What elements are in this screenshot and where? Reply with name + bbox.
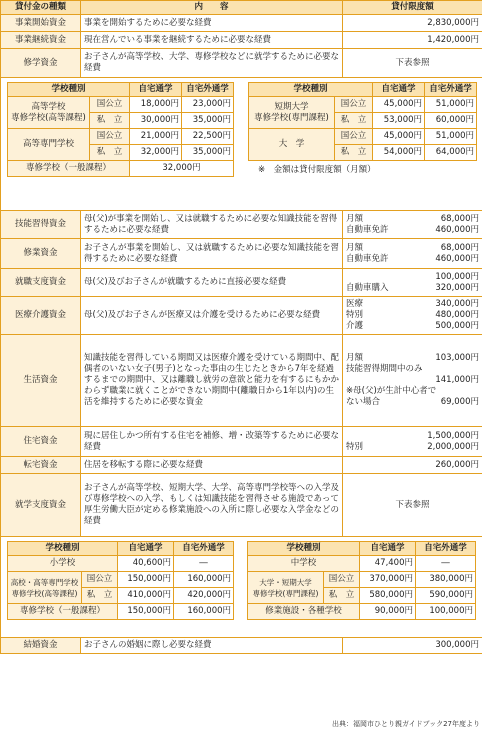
row-limit <box>343 297 482 335</box>
school-kind: 国公立 <box>335 129 373 145</box>
limit-label: 自動車免許 <box>346 224 389 235</box>
limit-line <box>346 299 479 310</box>
limit-value: 68,000円 <box>440 213 479 224</box>
amount-away: 23,000円 <box>182 97 234 113</box>
col-home: 自宅通学 <box>373 83 425 97</box>
row-type: 修業資金 <box>1 239 81 269</box>
limit-line <box>346 364 479 375</box>
source-note: 出典：福岡市ひとり親ガイドブック27年度より <box>332 720 480 728</box>
school-kind: 国公立 <box>90 97 130 113</box>
school-kind: 私 立 <box>90 113 130 129</box>
school-kind: 私 立 <box>90 145 130 161</box>
row-content: 母(父)及びお子さんが医療又は介護を受けるために必要な経費 <box>81 297 343 335</box>
row-type: 住宅資金 <box>1 427 81 457</box>
school-kind: 私 立 <box>335 113 373 129</box>
row-content: お子さんが高等学校、短期大学、大学、高等専門学校等への入学及び専修学校への入学、もしくは知識技能を習得させる施設であって厚生労働大臣が定める修業施設への入所に際し必要な入学金などの経費 <box>81 474 343 537</box>
amount-away: 51,000円 <box>425 97 477 113</box>
amount-home: 21,000円 <box>130 129 182 145</box>
amount-away: 35,000円 <box>182 113 234 129</box>
row-content: お子さんが事業を開始し、又は就職するために必要な知識技能を習得するために必要な経費 <box>81 239 343 269</box>
shitaku-table-right <box>247 541 476 620</box>
limit-value: 69,000円 <box>440 397 479 407</box>
amount-home: 370,000円 <box>360 572 416 588</box>
amount-home: 32,000円 <box>130 145 182 161</box>
amount-away: 380,000円 <box>416 572 476 588</box>
amount-away: 590,000円 <box>416 588 476 604</box>
row-limit <box>343 427 482 457</box>
school-name: 高等学校 専修学校(高等課程) <box>8 97 90 129</box>
row-type: 就学支度資金 <box>1 474 81 537</box>
amount-note: ※ 金額は貸付限度額（月額） <box>258 165 376 175</box>
limit-value: 2,000,000円 <box>427 441 479 452</box>
table-row <box>1 269 482 297</box>
limit-line <box>346 214 479 225</box>
limit-label: 特別 <box>346 441 364 452</box>
amount-home: 47,400円 <box>360 556 416 572</box>
school-kind: 私 立 <box>335 145 373 161</box>
limit-value: 68,000円 <box>440 242 479 253</box>
col-away: 自宅外通学 <box>425 83 477 97</box>
row-content: 母(父)が事業を開始し、又は就職するために必要な知識技能を習得するために必要な経費 <box>81 211 343 239</box>
amount-home: 150,000円 <box>118 572 174 588</box>
amount-away: 60,000円 <box>425 113 477 129</box>
school-name: 短期大学 専修学校(専門課程) <box>249 97 335 129</box>
row-limit: 1,420,000円 <box>343 32 482 49</box>
row-limit <box>343 335 482 427</box>
header-type: 貸付金の種類 <box>1 1 81 15</box>
school-kind: 私 立 <box>82 588 118 604</box>
amount-away: 51,000円 <box>425 129 477 145</box>
col-away: 自宅外通学 <box>416 542 476 556</box>
col-school: 学校種別 <box>8 83 130 97</box>
limit-line <box>346 321 479 332</box>
limit-line <box>346 375 479 386</box>
limit-line <box>346 431 479 442</box>
amount-home: 45,000円 <box>373 129 425 145</box>
row-type: 修学資金 <box>1 49 81 78</box>
row-content: 事業を開始するために必要な経費 <box>81 15 343 32</box>
header-limit: 貸付限度額 <box>343 1 482 15</box>
limit-line <box>346 442 479 453</box>
row-type: 結婚資金 <box>1 638 81 654</box>
limit-label: 技能習得期間中のみ <box>346 364 423 374</box>
header-content: 内 容 <box>81 1 343 15</box>
limit-label: 月額 <box>346 242 364 253</box>
table-row <box>1 297 482 335</box>
amount-home: 18,000円 <box>130 97 182 113</box>
school-name: 高校・高等専門学校 専修学校(高等課程) <box>8 572 82 604</box>
row-limit <box>343 269 482 297</box>
limit-label: ※母(父)が生計中心者で <box>346 386 437 396</box>
amount-home: 54,000円 <box>373 145 425 161</box>
row-limit: 2,830,000円 <box>343 15 482 32</box>
row-content: お子さんの婚姻に際し必要な経費 <box>81 638 343 654</box>
school-name: 中学校 <box>247 556 359 572</box>
shugaku-table-right <box>248 82 477 161</box>
school-name: 大学・短期大学 専修学校(専門課程) <box>247 572 323 604</box>
school-name: 小学校 <box>8 556 118 572</box>
school-kind: 国公立 <box>90 129 130 145</box>
amount-away: 160,000円 <box>174 572 234 588</box>
row-limit: 下表参照 <box>343 49 482 78</box>
limit-line <box>346 386 479 397</box>
amount-home: 150,000円 <box>118 604 174 620</box>
amount-home: 30,000円 <box>130 113 182 129</box>
row-type: 就職支度資金 <box>1 269 81 297</box>
row-limit <box>343 239 482 269</box>
amount-home: 90,000円 <box>360 604 416 620</box>
col-away: 自宅外通学 <box>182 83 234 97</box>
amount-home: 410,000円 <box>118 588 174 604</box>
limit-line <box>346 353 479 364</box>
limit-value: 下表参照 <box>395 499 430 510</box>
limit-label: 月額 <box>346 353 364 363</box>
limit-line <box>346 310 479 321</box>
limit-label: 自動車免許 <box>346 253 389 264</box>
table-row <box>1 211 482 239</box>
limit-label: 特別 <box>346 310 364 320</box>
limit-line <box>346 272 479 283</box>
school-kind: 国公立 <box>323 572 359 588</box>
col-home: 自宅通学 <box>360 542 416 556</box>
amount-both: 32,000円 <box>130 161 234 177</box>
table-row <box>1 427 482 457</box>
row-limit <box>343 457 482 474</box>
row-type: 生活資金 <box>1 335 81 427</box>
row-limit <box>343 474 482 537</box>
limit-label: 自動車購入 <box>346 282 389 293</box>
limit-label: 医療 <box>346 299 364 309</box>
row-content: 住居を移転する際に必要な経費 <box>81 457 343 474</box>
amount-away: ― <box>416 556 476 572</box>
limit-value: 260,000円 <box>435 459 479 470</box>
col-home: 自宅通学 <box>130 83 182 97</box>
row-content: 現に居住しかつ所有する住宅を補修、増・改築等するために必要な経費 <box>81 427 343 457</box>
col-home: 自宅通学 <box>118 542 174 556</box>
limit-value: 141,000円 <box>435 375 479 385</box>
amount-away: 35,000円 <box>182 145 234 161</box>
limit-value: 103,000円 <box>435 353 479 363</box>
row-content: 母(父)及びお子さんが就職するために直接必要な経費 <box>81 269 343 297</box>
amount-home: 40,600円 <box>118 556 174 572</box>
limit-line <box>346 243 479 254</box>
limit-line <box>346 283 479 294</box>
row-content: 知識技能を習得している期間又は医療介護を受けている期間中、配偶者のいない女子(男子)となった事由の生じたときから7年を経過するまでの期間中、又は離職し就労の意欲と能力を有するにもかかわらず職業に就くことができない期間中(離職日から1年以内)の生活を維持するために必要な資金 <box>81 335 343 427</box>
limit-value: 460,000円 <box>435 224 479 235</box>
shitaku-table-left <box>7 541 234 620</box>
limit-line <box>346 397 479 408</box>
limit-line <box>346 460 479 471</box>
limit-value: 340,000円 <box>435 299 479 309</box>
col-away: 自宅外通学 <box>174 542 234 556</box>
amount-away: 64,000円 <box>425 145 477 161</box>
school-name: 専修学校（一般課程） <box>8 604 118 620</box>
limit-line <box>346 254 479 265</box>
limit-line <box>346 225 479 236</box>
school-kind: 国公立 <box>82 572 118 588</box>
limit-line <box>346 500 479 511</box>
school-name: 大 学 <box>249 129 335 161</box>
table-row <box>1 457 482 474</box>
row-type: 転宅資金 <box>1 457 81 474</box>
row-type: 技能習得資金 <box>1 211 81 239</box>
amount-home: 45,000円 <box>373 97 425 113</box>
limit-value: 1,500,000円 <box>427 430 479 441</box>
amount-away: ― <box>174 556 234 572</box>
row-content: お子さんが高等学校、大学、専修学校などに就学するために必要な経費 <box>81 49 343 78</box>
limit-label: 介護 <box>346 321 364 331</box>
row-limit <box>343 211 482 239</box>
col-school: 学校種別 <box>249 83 373 97</box>
limit-value: 500,000円 <box>435 321 479 331</box>
limit-value: 480,000円 <box>435 310 479 320</box>
col-school: 学校種別 <box>8 542 118 556</box>
limit-value: 460,000円 <box>435 253 479 264</box>
row-type: 事業開始資金 <box>1 15 81 32</box>
row-content: 現在営んでいる事業を継続するために必要な経費 <box>81 32 343 49</box>
amount-away: 160,000円 <box>174 604 234 620</box>
row-type: 事業継続資金 <box>1 32 81 49</box>
limit-label: 月額 <box>346 213 364 224</box>
school-kind: 国公立 <box>335 97 373 113</box>
row-type: 医療介護資金 <box>1 297 81 335</box>
limit-value: 320,000円 <box>435 282 479 293</box>
amount-away: 420,000円 <box>174 588 234 604</box>
row-limit: 300,000円 <box>343 638 482 654</box>
amount-home: 580,000円 <box>360 588 416 604</box>
school-name: 修業施設・各種学校 <box>247 604 359 620</box>
school-name: 高等専門学校 <box>8 129 90 161</box>
limit-label: ない場合 <box>346 397 381 407</box>
amount-away: 22,500円 <box>182 129 234 145</box>
limit-value: 100,000円 <box>435 271 479 282</box>
shugaku-table-left <box>7 82 234 177</box>
amount-away: 100,000円 <box>416 604 476 620</box>
col-school: 学校種別 <box>247 542 359 556</box>
school-name: 専修学校（一般課程） <box>8 161 130 177</box>
amount-home: 53,000円 <box>373 113 425 129</box>
table-row <box>1 335 482 427</box>
table-row <box>1 474 482 537</box>
table-row <box>1 239 482 269</box>
school-kind: 私 立 <box>323 588 359 604</box>
